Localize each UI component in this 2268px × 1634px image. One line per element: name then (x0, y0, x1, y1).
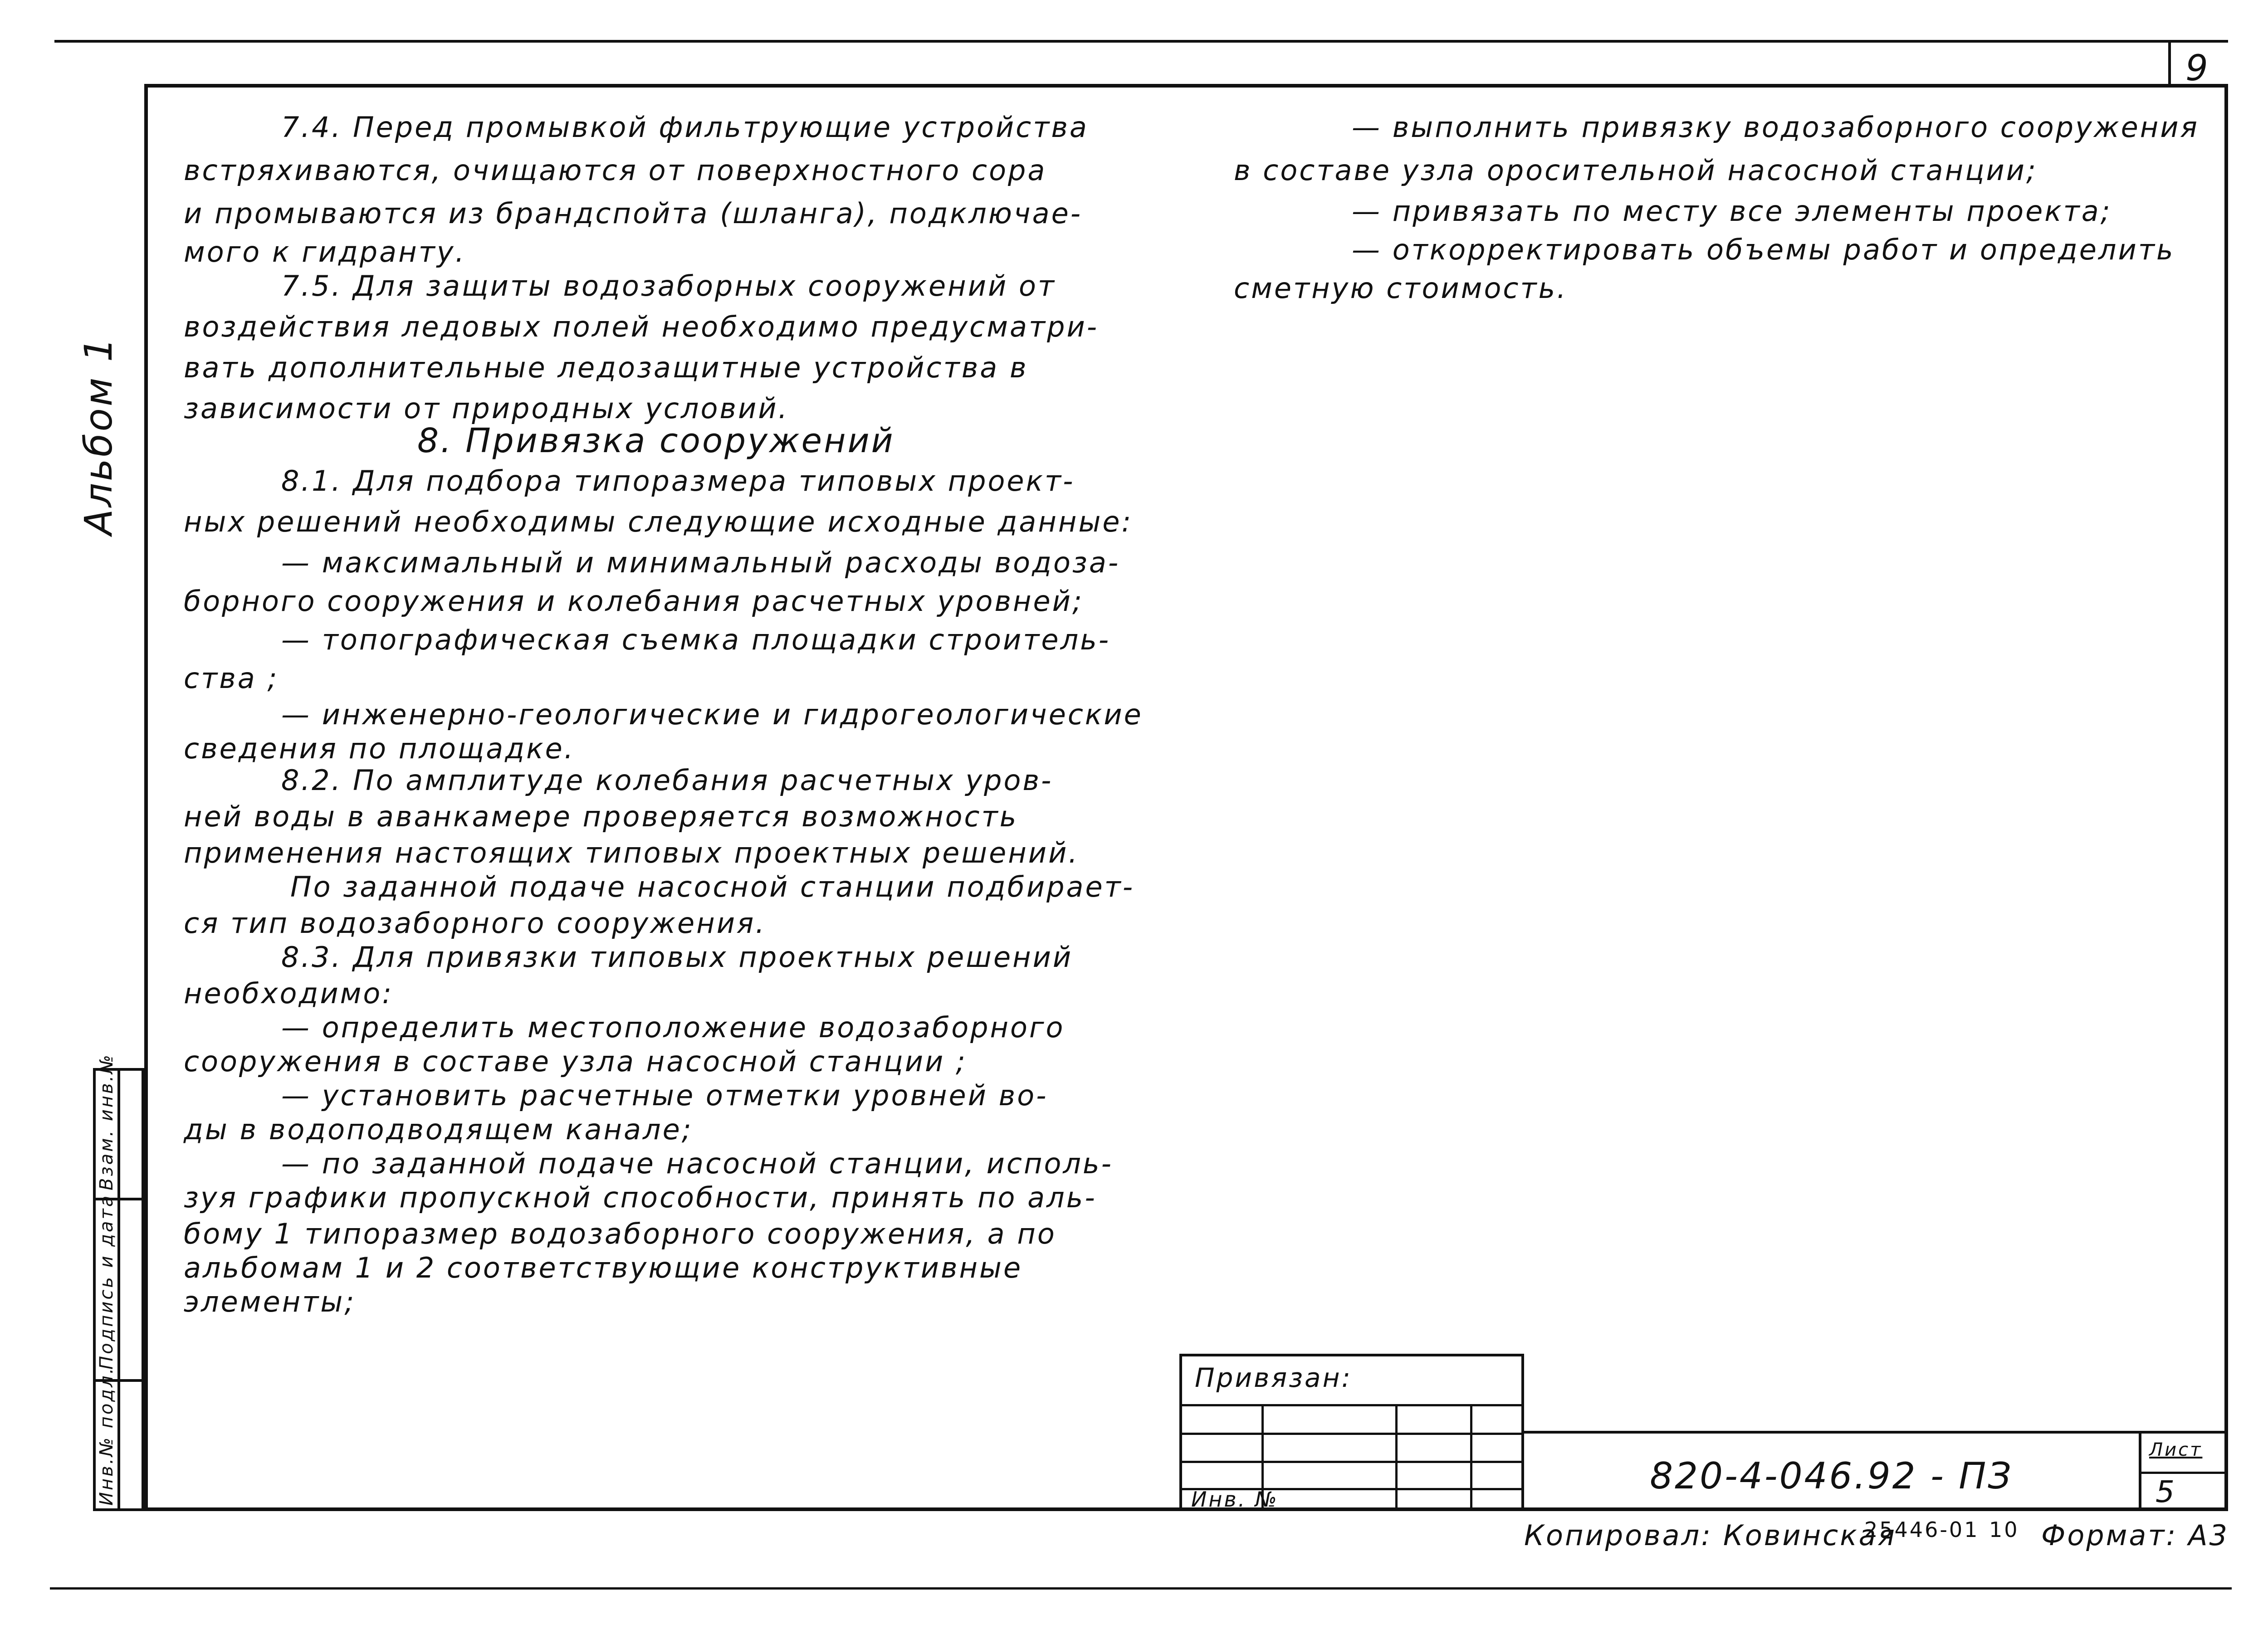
text-line: 8.2. По амплитуде колебания расчетных уров- (281, 764, 1053, 797)
page-number: 9 (2185, 48, 2210, 89)
order-number: 25446-01 (1864, 1517, 1980, 1542)
strip-inv-podl: Инв.№ подл. (96, 1366, 117, 1506)
binding-stamp (1179, 1354, 1524, 1511)
text-line: сметную стоимость. (1234, 272, 1568, 305)
text-line: вать дополнительные ледозащитные устройства в (184, 351, 1028, 384)
bottom-trim-line (50, 1587, 2232, 1590)
text-line: в составе узла оросительной насосной станции; (1234, 154, 2038, 187)
text-line: — по заданной подаче насосной станции, исполь- (281, 1147, 1113, 1180)
text-line: — определить местоположение водозаборного (281, 1011, 1065, 1044)
sheet-label: Лист (2149, 1439, 2203, 1460)
binding-title: Привязан: (1195, 1362, 1353, 1393)
text-line: зуя графики пропускной способности, принять по аль- (184, 1181, 1097, 1214)
text-line: ды в водоподводящем канале; (184, 1113, 693, 1146)
binding-inv-no: Инв. № (1191, 1487, 1279, 1512)
sheet-format: Формат: А3 (2041, 1519, 2229, 1552)
text-line: сооружения в составе узла насосной станции ; (184, 1045, 967, 1078)
copy-count: 10 (1989, 1517, 2019, 1542)
text-line: мого к гидранту. (184, 235, 466, 268)
text-line: ся тип водозаборного сооружения. (184, 907, 767, 940)
text-line: 7.4. Перед промывкой фильтрующие устройства (281, 111, 1089, 144)
text-line: ства ; (184, 662, 279, 695)
text-line: необходимо: (184, 977, 394, 1010)
strip-inv-replace: Взам. инв.№ (96, 1053, 117, 1190)
text-line: — топографическая съемка площадки строитель- (281, 623, 1111, 656)
sheet-number: 5 (2156, 1474, 2176, 1509)
text-line: ных решений необходимы следующие исходные данные: (184, 505, 1133, 538)
text-line: и промываются из брандспойта (шланга), подключае- (184, 197, 1083, 230)
section-heading: 8. Привязка сооружений (417, 421, 895, 460)
text-line: зависимости от природных условий. (184, 392, 789, 425)
album-label: Альбом 1 (76, 336, 121, 535)
strip-signature-date: Подпись и дата (96, 1194, 117, 1370)
text-line: — выполнить привязку водозаборного сооружения (1352, 111, 2199, 144)
text-line: применения настоящих типовых проектных решений. (184, 836, 1080, 869)
text-line: ней воды в аванкамере проверяется возможность (184, 800, 1018, 833)
text-line: — откорректировать объемы работ и определить (1352, 233, 2175, 266)
text-line: 8.1. Для подбора типоразмера типовых проект- (281, 464, 1075, 498)
text-line: сведения по площадке. (184, 732, 575, 765)
text-line: — установить расчетные отметки уровней во- (281, 1079, 1048, 1112)
text-line: борного сооружения и колебания расчетных уровней; (184, 585, 1084, 618)
text-line: — инженерно-геологические и гидрогеологические (281, 698, 1143, 731)
text-line: — привязать по месту все элементы проекта; (1352, 195, 2112, 228)
text-line: воздействия ледовых полей необходимо предусматри- (184, 310, 1099, 343)
text-line: элементы; (184, 1285, 356, 1318)
text-line: 7.5. Для защиты водозаборных сооружений от (281, 269, 1056, 302)
document-code: 820-4-046.92 - ПЗ (1650, 1455, 2013, 1497)
top-border-line (54, 40, 2228, 43)
text-line: альбомам 1 и 2 соответствующие конструктивные (184, 1251, 1023, 1284)
text-line: встряхиваются, очищаются от поверхностного сора (184, 154, 1047, 187)
text-line: бому 1 типоразмер водозаборного сооружения, а по (184, 1217, 1056, 1250)
text-line: — максимальный и минимальный расходы водоза- (281, 546, 1120, 579)
copied-by: Копировал: Ковинская (1524, 1519, 1897, 1552)
text-line: По заданной подаче насосной станции подбирает- (290, 870, 1135, 903)
text-line: 8.3. Для привязки типовых проектных решений (281, 941, 1073, 974)
title-block (1524, 1431, 2228, 1511)
